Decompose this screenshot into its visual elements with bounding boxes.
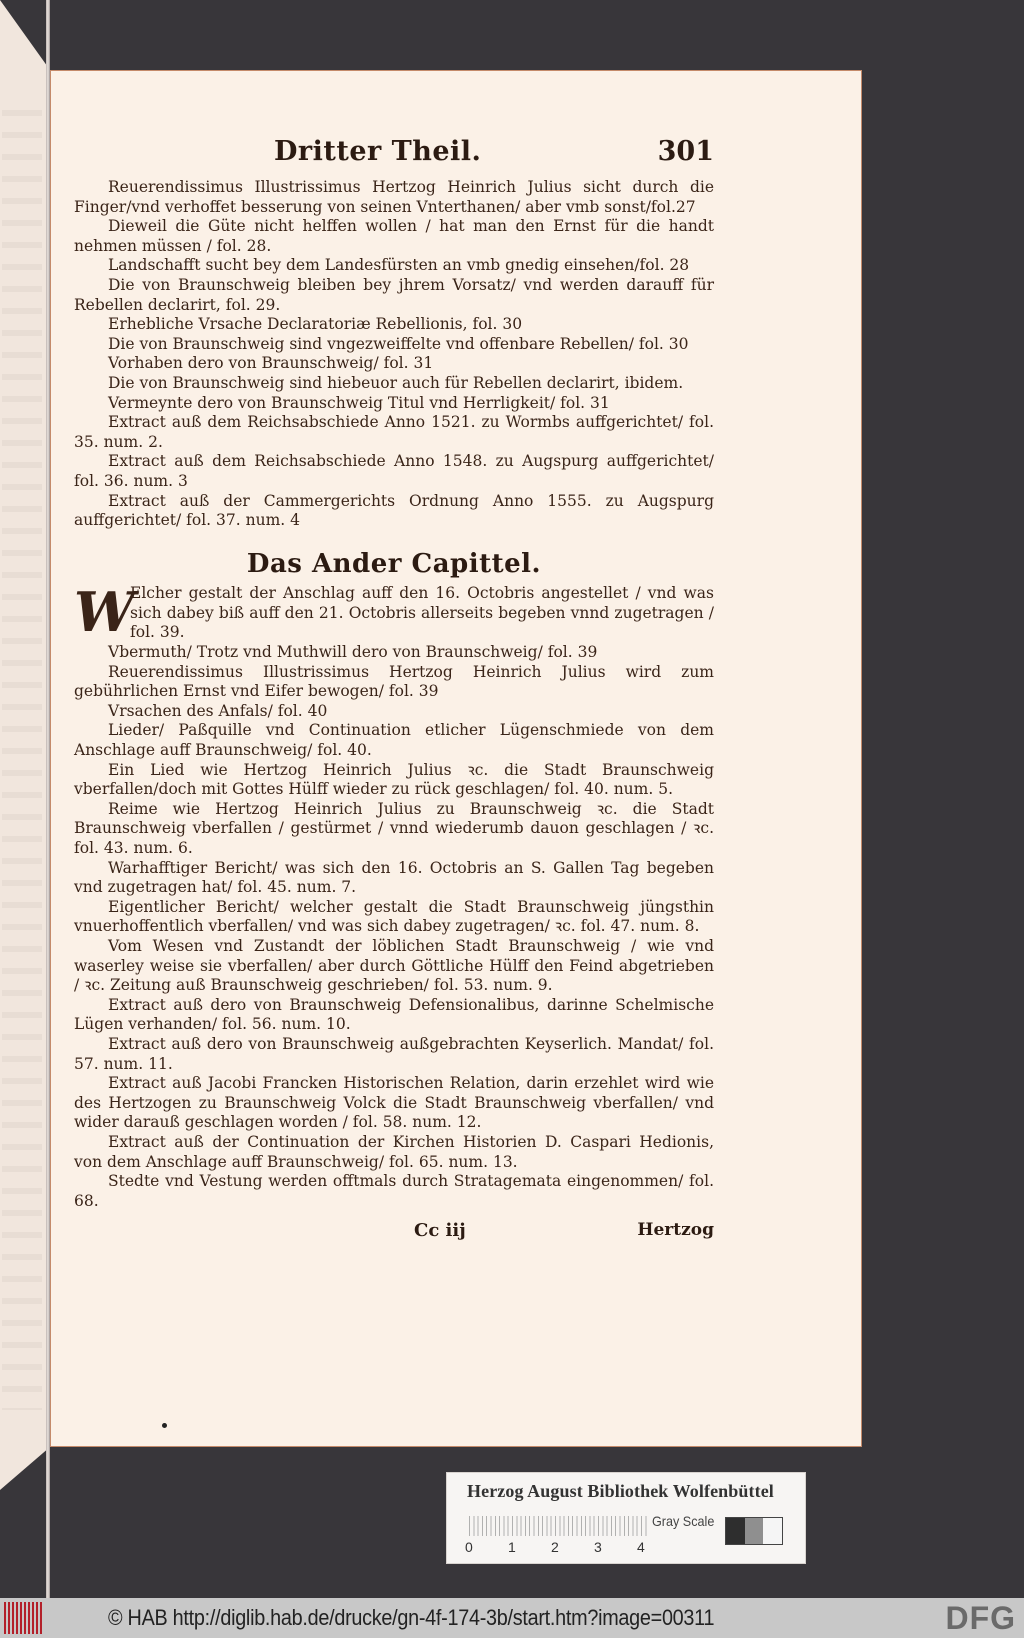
chapter-opening bbox=[74, 580, 714, 645]
ink-spot bbox=[162, 1423, 167, 1428]
index-entry: Extract auß Jacobi Francken Historischen Relation, darin erzehlet wird wie des Hertzogen zu Braunschweig Volck die Stadt Braunschweig vberfallen/ vnd wider darauß geschlagen worden / fol. 58. num. 12. bbox=[74, 1074, 714, 1132]
index-entry: Die von Braunschweig bleiben bey jhrem Vorsatz/ vnd werden darauff für Rebellen declarirt, fol. 29. bbox=[74, 275, 714, 314]
index-entry: Ein Lied wie Hertzog Heinrich Julius ꝛc. die Stadt Braunschweig vberfallen/doch mit Gottes Hülff wieder zu rück geschlagen/ fol. 40. num. 5. bbox=[74, 760, 714, 799]
index-entry: Vorhaben dero von Braunschweig/ fol. 31 bbox=[108, 354, 434, 373]
gray-swatch-light bbox=[763, 1518, 782, 1544]
index-entry: Extract auß dero von Braunschweig außgebrachten Keyserlich. Mandat/ fol. 57. num. 11. bbox=[74, 1034, 714, 1073]
running-head bbox=[74, 136, 714, 178]
index-entry: Erhebliche Vrsache Declaratoriæ Rebellionis, fol. 30 bbox=[108, 315, 523, 334]
scale-ruler bbox=[469, 1516, 649, 1536]
ruler-label: 0 bbox=[465, 1539, 473, 1555]
ruler-label: 1 bbox=[508, 1539, 516, 1555]
ruler-label: 3 bbox=[594, 1539, 602, 1555]
index-entry: Warhafftiger Bericht/ was sich den 16. Octobris an S. Gallen Tag begeben vnd zugetragen hat/ fol. 45. num. 7. bbox=[74, 858, 714, 897]
index-entry: Reuerendissimus Illustrissimus Hertzog Heinrich Julius sicht durch die Finger/vnd verhoffet besserung von seinen Vnterthanen/ aber vmb sonst/fol.27 bbox=[74, 178, 714, 216]
index-entry: Extract auß dem Reichsabschiede Anno 1521. zu Wormbs auffgerichtet/ fol. 35. num. 2. bbox=[74, 413, 714, 451]
gray-scale-swatch bbox=[725, 1517, 783, 1545]
ruler-label: 4 bbox=[637, 1539, 645, 1555]
page-content bbox=[74, 136, 714, 1251]
copyright-link[interactable]: © HAB http://diglib.hab.de/drucke/gn-4f-174-3b/start.htm?image=00311 bbox=[108, 1605, 715, 1630]
index-entry: Vom Wesen vnd Zustandt der löblichen Stadt Braunschweig / wie vnd waserley weise sie vberfallen/ aber durch Göttliche Hülff den Feind abgetrieben / ꝛc. Zeitung auß Braunschweig geschrieben/ fol. 53. num. 9. bbox=[74, 936, 714, 995]
running-title: Dritter Theil. bbox=[274, 136, 482, 167]
index-entry: Extract auß der Cammergerichts Ordnung Anno 1555. zu Augspurg auffgerichtet/ fol. 37. num. 4 bbox=[74, 491, 714, 530]
index-entry: Extract auß dero von Braunschweig Defensionalibus, darinne Schelmische Lügen verhanden/ fol. 56. num. 10. bbox=[74, 995, 714, 1034]
gray-swatch-dark bbox=[726, 1518, 745, 1544]
index-entry: Extract auß dem Reichsabschiede Anno 1548. zu Augspurg auffgerichtet/ fol. 36. num. 3 bbox=[74, 452, 714, 490]
index-entry: Landschafft sucht bey dem Landesfürsten an vmb gnedig einsehen/fol. 28 bbox=[108, 256, 690, 275]
library-name: Herzog August Bibliothek Wolfenbüttel bbox=[467, 1481, 774, 1501]
index-entry: Stedte vnd Vestung werden offtmals durch Stratagemata eingenommen/ fol. 68. bbox=[74, 1172, 714, 1210]
book-page bbox=[50, 70, 862, 1447]
index-entry: Vermeynte dero von Braunschweig Titul vnd Herrligkeit/ fol. 31 bbox=[108, 393, 610, 412]
page-number: 301 bbox=[657, 136, 714, 167]
ruler-label: 2 bbox=[551, 1539, 559, 1555]
index-entry: Die von Braunschweig sind hiebeuor auch für Rebellen declarirt, ibidem. bbox=[108, 373, 684, 392]
dfg-logo[interactable]: DFG bbox=[945, 1600, 1016, 1636]
index-entry: Vbermuth/ Trotz vnd Muthwill dero von Braunschweig/ fol. 39 bbox=[108, 643, 598, 662]
index-entries-part1 bbox=[74, 178, 714, 531]
index-entry: Reuerendissimus Illustrissimus Hertzog Heinrich Julius wird zum gebührlichen Ernst vnd Eifer bewogen/ fol. 39 bbox=[74, 662, 714, 701]
index-entry: Lieder/ Paßquille vnd Continuation etlicher Lügenschmiede von dem Anschlage auff Braunschweig/ fol. 40. bbox=[74, 721, 714, 760]
index-entry: Vrsachen des Anfals/ fol. 40 bbox=[108, 701, 328, 720]
index-entry: Dieweil die Güte nicht helffen wollen / hat man den Ernst für die handt nehmen müssen / fol. 28. bbox=[74, 217, 714, 255]
catchword: Hertzog bbox=[637, 1220, 714, 1241]
decorated-initial-letter: W bbox=[74, 580, 135, 645]
index-entry: Die von Braunschweig sind vngezweiffelte vnd offenbare Rebellen/ fol. 30 bbox=[108, 334, 689, 353]
index-entry: Extract auß der Continuation der Kirchen Historien D. Caspari Hedionis, von dem Anschlage auff Braunschweig/ fol. 65. num. 13. bbox=[74, 1132, 714, 1171]
signature-mark: Cc iij bbox=[414, 1220, 466, 1242]
index-entry: Reime wie Hertzog Heinrich Julius zu Braunschweig ꝛc. die Stadt Braunschweig vberfallen / gestürmet / vnnd wiederumb dauon geschlagen / ꝛc. fol. 43. num. 6. bbox=[74, 799, 714, 857]
page-foot bbox=[74, 1221, 714, 1251]
previous-page-edge bbox=[0, 0, 50, 1500]
gray-scale-label: Gray Scale bbox=[652, 1513, 715, 1529]
index-entry: Elcher gestalt der Anschlag auff den 16. Octobris angestellet / vnd was sich dabey biß auff den 21. Octobris allerseits begeben vnnd zugetragen / fol. 39. bbox=[130, 584, 714, 642]
index-entry: Eigentlicher Bericht/ welcher gestalt die Stadt Braunschweig jüngsthin vnuerhoffentlich vberfallen/ vnd was sich dabey zugetragen/ ꝛc. fol. 47. num. 8. bbox=[74, 897, 714, 936]
previous-page-ghost-text bbox=[2, 110, 42, 1410]
gray-swatch-mid bbox=[745, 1518, 764, 1544]
chapter-title: Das Ander Capittel. bbox=[246, 548, 542, 579]
library-color-card bbox=[446, 1472, 806, 1564]
footer-bar bbox=[0, 1598, 1024, 1638]
hab-barcode-logo-icon[interactable] bbox=[4, 1602, 44, 1634]
index-entries-part2 bbox=[74, 643, 714, 1211]
